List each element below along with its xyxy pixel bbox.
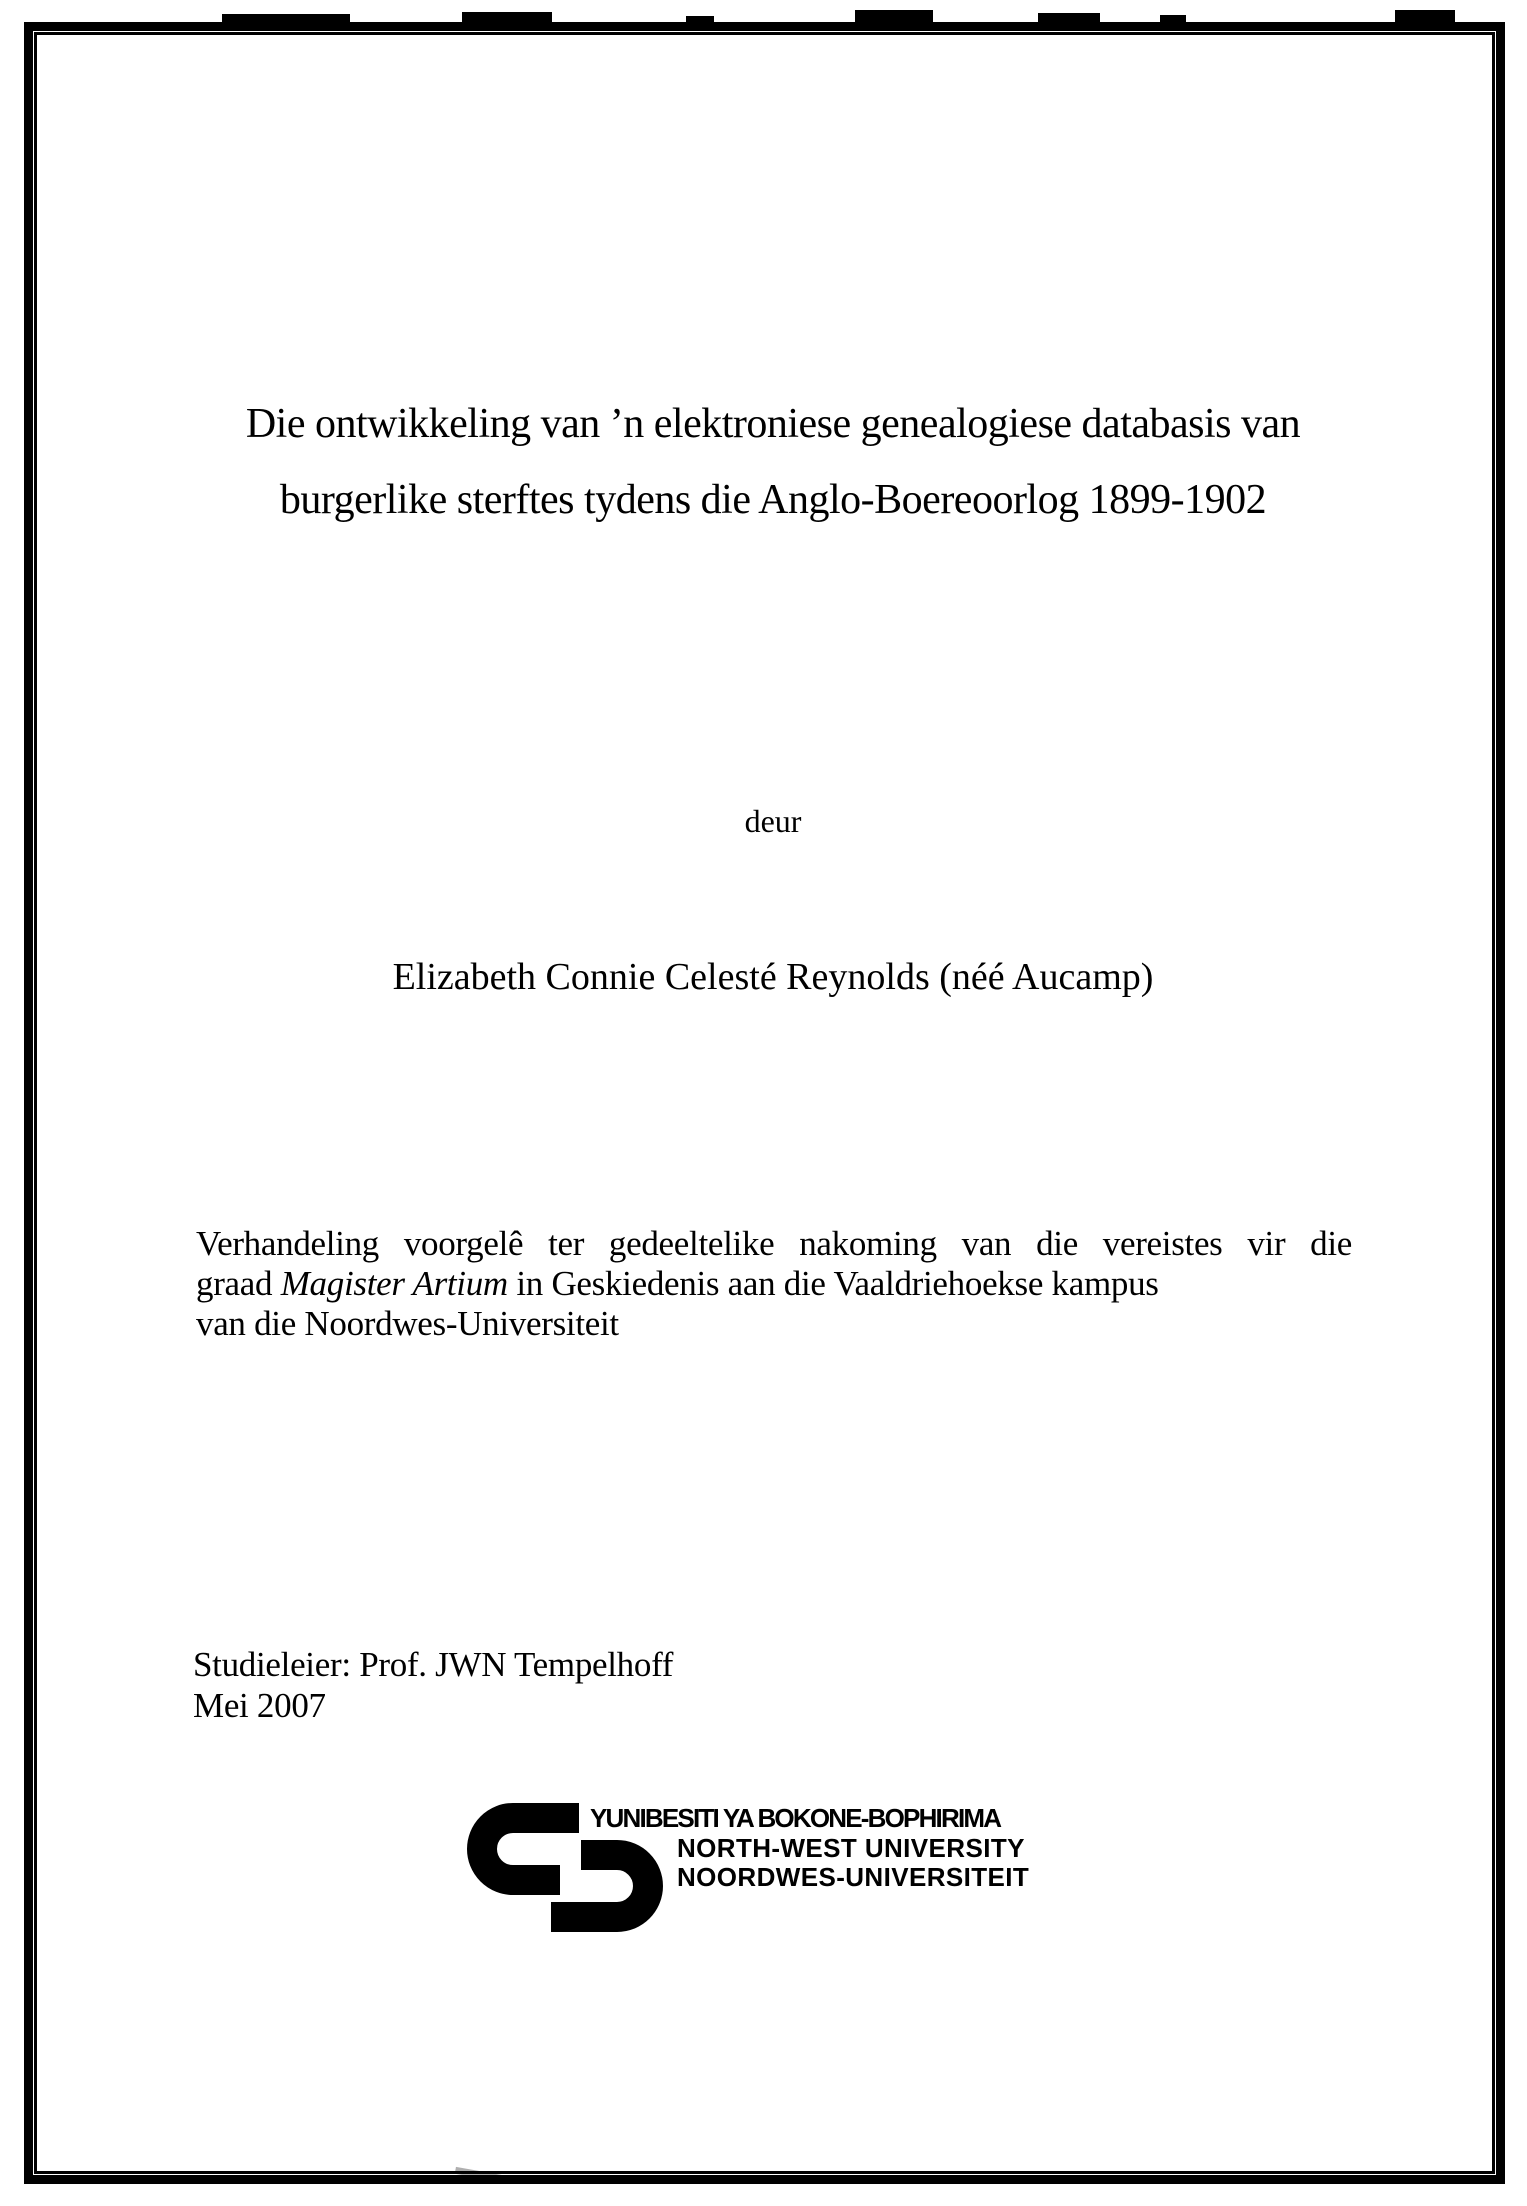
- thesis-title-line2: burgerlike sterftes tydens die Anglo-Boereoorlog 1899-1902: [279, 477, 1267, 523]
- thesis-title-line1: Die ontwikkeling van ’n elektroniese genealogiese databasis van: [245, 401, 1301, 447]
- degree-name-italic: Magister Artium: [280, 1264, 508, 1303]
- degree-statement-line3: van die Noordwes-Universiteit: [196, 1304, 619, 1343]
- supervisor-line: Studieleier: Prof. JWN Tempelhoff: [193, 1645, 674, 1684]
- degree-statement-line2-suffix: in Geskiedenis aan die Vaaldriehoekse kampus: [507, 1264, 1159, 1303]
- thesis-title: [100, 386, 1446, 538]
- date-line: Mei 2007: [193, 1686, 326, 1725]
- degree-statement-line1: Verhandeling voorgelê ter gedeeltelike nakoming van die vereistes vir die: [196, 1224, 1352, 1263]
- degree-statement: [196, 1224, 1352, 1344]
- nwu-logo-text-setswana: YUNIBESITI YA BOKONE-BOPHIRIMA: [590, 1803, 1001, 1833]
- degree-statement-line2-prefix: graad: [196, 1264, 281, 1303]
- author-name: Elizabeth Connie Celesté Reynolds (néé Aucamp): [392, 956, 1154, 998]
- nwu-logo-text-afrikaans: NOORDWES-UNIVERSITEIT: [677, 1862, 1030, 1892]
- byline-deur: deur: [744, 803, 802, 839]
- degree-statement-line2: [196, 1264, 1352, 1304]
- nwu-logo-text-english: NORTH-WEST UNIVERSITY: [677, 1832, 1025, 1863]
- nwu-logo-text: [590, 1804, 1029, 1893]
- supervisor-block: [193, 1644, 673, 1726]
- scan-artifact: [1395, 10, 1455, 22]
